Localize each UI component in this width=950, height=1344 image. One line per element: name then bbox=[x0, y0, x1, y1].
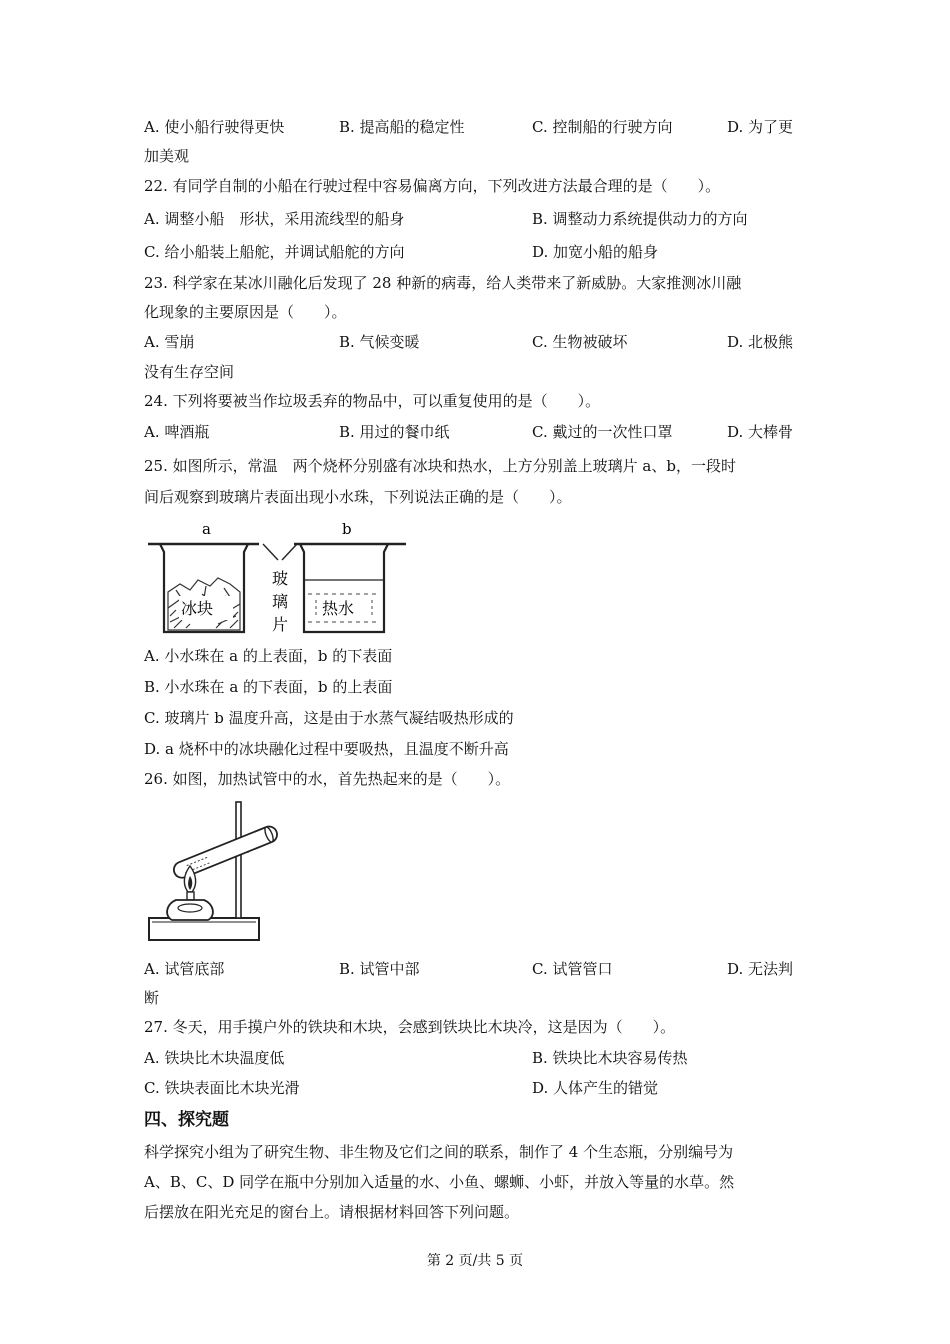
q22-stem: 22. 有同学自制的小船在行驶过程中容易偏离方向，下列改进方法最合理的是（ ）。 bbox=[144, 177, 721, 195]
q23-option-c: C. 生物被破坏 bbox=[532, 333, 628, 351]
q23-stem-line2: 化现象的主要原因是（ ）。 bbox=[144, 303, 347, 321]
glass-label-1: 玻 bbox=[272, 569, 289, 588]
q23-option-d-cont: 没有生存空间 bbox=[144, 363, 235, 381]
q25-option-c: C. 玻璃片 b 温度升高，这是由于水蒸气凝结吸热形成的 bbox=[144, 709, 514, 727]
q24-option-b: B. 用过的餐巾纸 bbox=[339, 423, 450, 441]
glass-label-2: 璃 bbox=[272, 592, 289, 611]
alcohol-lamp bbox=[167, 900, 213, 920]
q25-option-a: A. 小水珠在 a 的上表面，b 的下表面 bbox=[144, 647, 393, 665]
glass-label-a: a bbox=[202, 520, 211, 538]
q21-option-d: D. 为了更 bbox=[727, 118, 794, 136]
q24-stem: 24. 下列将要被当作垃圾丢弃的物品中，可以重复使用的是（ ）。 bbox=[144, 392, 601, 410]
q26-stem: 26. 如图，加热试管中的水，首先热起来的是（ ）。 bbox=[144, 770, 511, 788]
q27-option-c: C. 铁块表面比木块光滑 bbox=[144, 1079, 300, 1097]
stand-rod bbox=[236, 802, 241, 918]
page-footer: 第 2 页/共 5 页 bbox=[426, 1253, 524, 1269]
q22-option-b: B. 调整动力系统提供动力的方向 bbox=[532, 210, 748, 228]
section-heading: 四、探究题 bbox=[144, 1110, 229, 1130]
q26-option-a: A. 试管底部 bbox=[144, 960, 225, 978]
q23-stem-line1: 23. 科学家在某冰川融化后发现了 28 种新的病毒，给人类带来了新威胁。大家推测冰川融 bbox=[144, 274, 742, 292]
q21-option-b: B. 提高船的稳定性 bbox=[339, 118, 465, 136]
q25-stem-line2: 间后观察到玻璃片表面出现小水珠，下列说法正确的是（ ）。 bbox=[144, 488, 572, 506]
q21-option-c: C. 控制船的行驶方向 bbox=[532, 118, 673, 136]
q24-option-d: D. 大棒骨 bbox=[727, 423, 794, 441]
ice-label: 冰块 bbox=[181, 599, 214, 618]
q25-option-b: B. 小水珠在 a 的下表面，b 的上表面 bbox=[144, 678, 393, 696]
section-paragraph-line2: A、B、C、D 同学在瓶中分别加入适量的水、小鱼、螺蛳、小虾，并放入等量的水草。然 bbox=[144, 1173, 735, 1191]
q22-option-a: A. 调整小船 形状，采用流线型的船身 bbox=[144, 210, 405, 228]
water-label: 热水 bbox=[322, 599, 355, 618]
q25-option-d: D. a 烧杯中的冰块融化过程中要吸热，且温度不断升高 bbox=[144, 740, 509, 758]
arrow-to-plate-a bbox=[263, 544, 278, 560]
test-tube-figure bbox=[146, 800, 282, 946]
q25-stem-line1: 25. 如图所示，常温 两个烧杯分别盛有冰块和热水，上方分别盖上玻璃片 a、b，一段时 bbox=[144, 457, 736, 475]
q23-option-b: B. 气候变暖 bbox=[339, 333, 420, 351]
q27-option-b: B. 铁块比木块容易传热 bbox=[532, 1049, 688, 1067]
beaker-b bbox=[300, 544, 388, 632]
q27-option-a: A. 铁块比木块温度低 bbox=[144, 1049, 285, 1067]
lamp-wick bbox=[187, 892, 194, 900]
beaker-figure bbox=[146, 518, 410, 640]
q26-option-c: C. 试管管口 bbox=[532, 960, 613, 978]
q23-option-d: D. 北极熊 bbox=[727, 333, 794, 351]
glass-label-3: 片 bbox=[272, 615, 289, 634]
q21-option-d-cont: 加美观 bbox=[144, 147, 190, 165]
glass-label-b: b bbox=[342, 520, 352, 538]
q26-option-b: B. 试管中部 bbox=[339, 960, 420, 978]
arrow-to-plate-b bbox=[282, 544, 297, 560]
q27-stem: 27. 冬天，用手摸户外的铁块和木块，会感到铁块比木块冷，这是因为（ ）。 bbox=[144, 1018, 676, 1036]
q24-option-a: A. 啤酒瓶 bbox=[144, 423, 210, 441]
q22-option-d: D. 加宽小船的船身 bbox=[532, 243, 659, 261]
q22-option-c: C. 给小船装上船舵，并调试船舵的方向 bbox=[144, 243, 405, 261]
q27-option-d: D. 人体产生的错觉 bbox=[532, 1079, 659, 1097]
q26-option-d-cont: 断 bbox=[144, 989, 160, 1007]
q21-option-a: A. 使小船行驶得更快 bbox=[144, 118, 285, 136]
q26-option-d: D. 无法判 bbox=[727, 960, 794, 978]
q24-option-c: C. 戴过的一次性口罩 bbox=[532, 423, 673, 441]
q23-option-a: A. 雪崩 bbox=[144, 333, 195, 351]
stand-base bbox=[149, 918, 259, 940]
section-paragraph-line3: 后摆放在阳光充足的窗台上。请根据材料回答下列问题。 bbox=[144, 1203, 520, 1221]
section-paragraph-line1: 科学探究小组为了研究生物、非生物及它们之间的联系，制作了 4 个生态瓶，分别编号为 bbox=[144, 1143, 734, 1161]
